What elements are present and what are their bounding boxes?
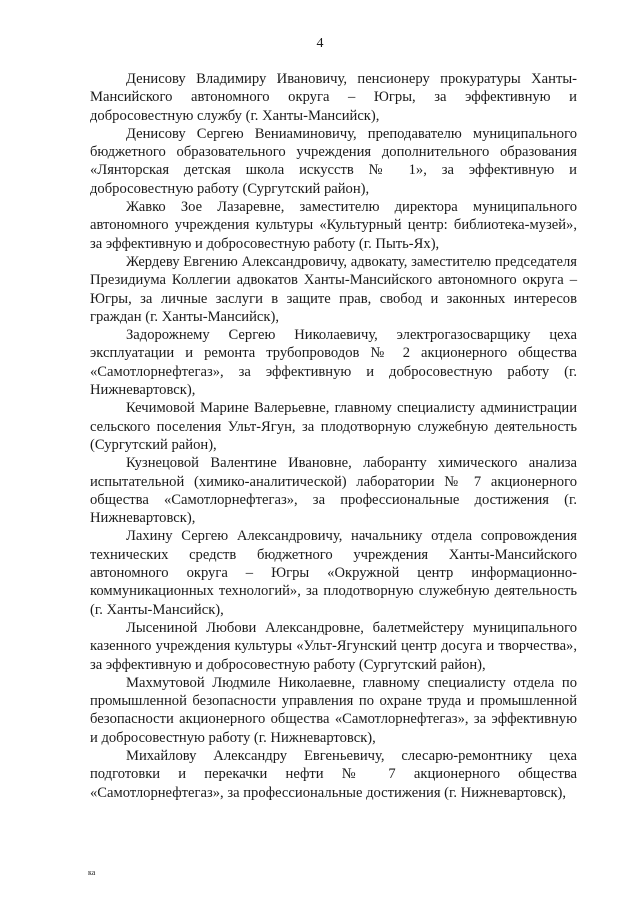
award-entry: Кечимовой Марине Валерьевне, главному специалисту администрации сельского поселения Ульт-Ягун, за плодотворную служебную деятельность (Сургутский район), <box>90 400 577 453</box>
award-entry: Задорожнему Сергею Николаевичу, электрогазосварщику цеха эксплуатации и ремонта трубопроводов № 2 акционерного общества «Самотлорнефтегаз», за эффективную и добросовестную работу (г. Нижневартовск), <box>90 327 577 399</box>
footer-initials: ка <box>88 868 96 877</box>
page-number: 4 <box>316 36 324 51</box>
award-entry: Махмутовой Людмиле Николаевне, главному специалисту отдела по промышленной безопасности управления по охране труда и промышленной безопасности акционерного общества «Самотлорнефтегаз», за эффективную и добросовестную работу (г. Нижневартовск), <box>90 674 577 746</box>
award-entry: Лысениной Любови Александровне, балетмейстеру муниципального казенного учреждения культуры «Ульт-Ягунский центр досуга и творчества», за эффективную и добросовестную работу (Сургутский район), <box>90 619 577 673</box>
award-entry: Денисову Сергею Вениаминовичу, преподавателю муниципального бюджетного образовательного учреждения дополнительного образования «Лянторская детская школа искусств № 1», за эффективную и добросовестную работу (Сургутский район), <box>90 125 577 197</box>
award-entry: Кузнецовой Валентине Ивановне, лаборанту химического анализа испытательной (химико-аналитической) лаборатории № 7 акционерного общества «Самотлорнефтегаз», за профессиональные достижения (г. Нижневартовск), <box>90 455 577 527</box>
award-entry: Жердеву Евгению Александровичу, адвокату, заместителю председателя Президиума Коллегии адвокатов Ханты-Мансийского автономного округа – Югры, за личные заслуги в защите прав, свобод и законных интересов граждан (г. Ханты-Мансийск), <box>90 253 577 325</box>
award-entry: Денисову Владимиру Ивановичу, пенсионеру прокуратуры Ханты-Мансийского автономного округа – Югры, за эффективную и добросовестную службу (г. Ханты-Мансийск), <box>90 71 577 124</box>
award-entry: Жавко Зое Лазаревне, заместителю директора муниципального автономного учреждения культуры «Культурный центр: библиотека-музей», за эффективную и добросовестную работу (г. Пыть-Ях), <box>90 199 577 252</box>
award-entry: Лахину Сергею Александровичу, начальнику отдела сопровождения технических средств бюджетного учреждения Ханты-Мансийского автономного округа – Югры «Окружной центр информационно-коммуникационных технологий», за плодотворную служебную деятельность (г. Ханты-Мансийск), <box>90 528 577 618</box>
award-list <box>90 70 577 802</box>
award-entry: Михайлову Александру Евгеньевичу, слесарю-ремонтнику цеха подготовки и перекачки нефти № 7 акционерного общества «Самотлорнефтегаз», за профессиональные достижения (г. Нижневартовск), <box>90 747 577 801</box>
